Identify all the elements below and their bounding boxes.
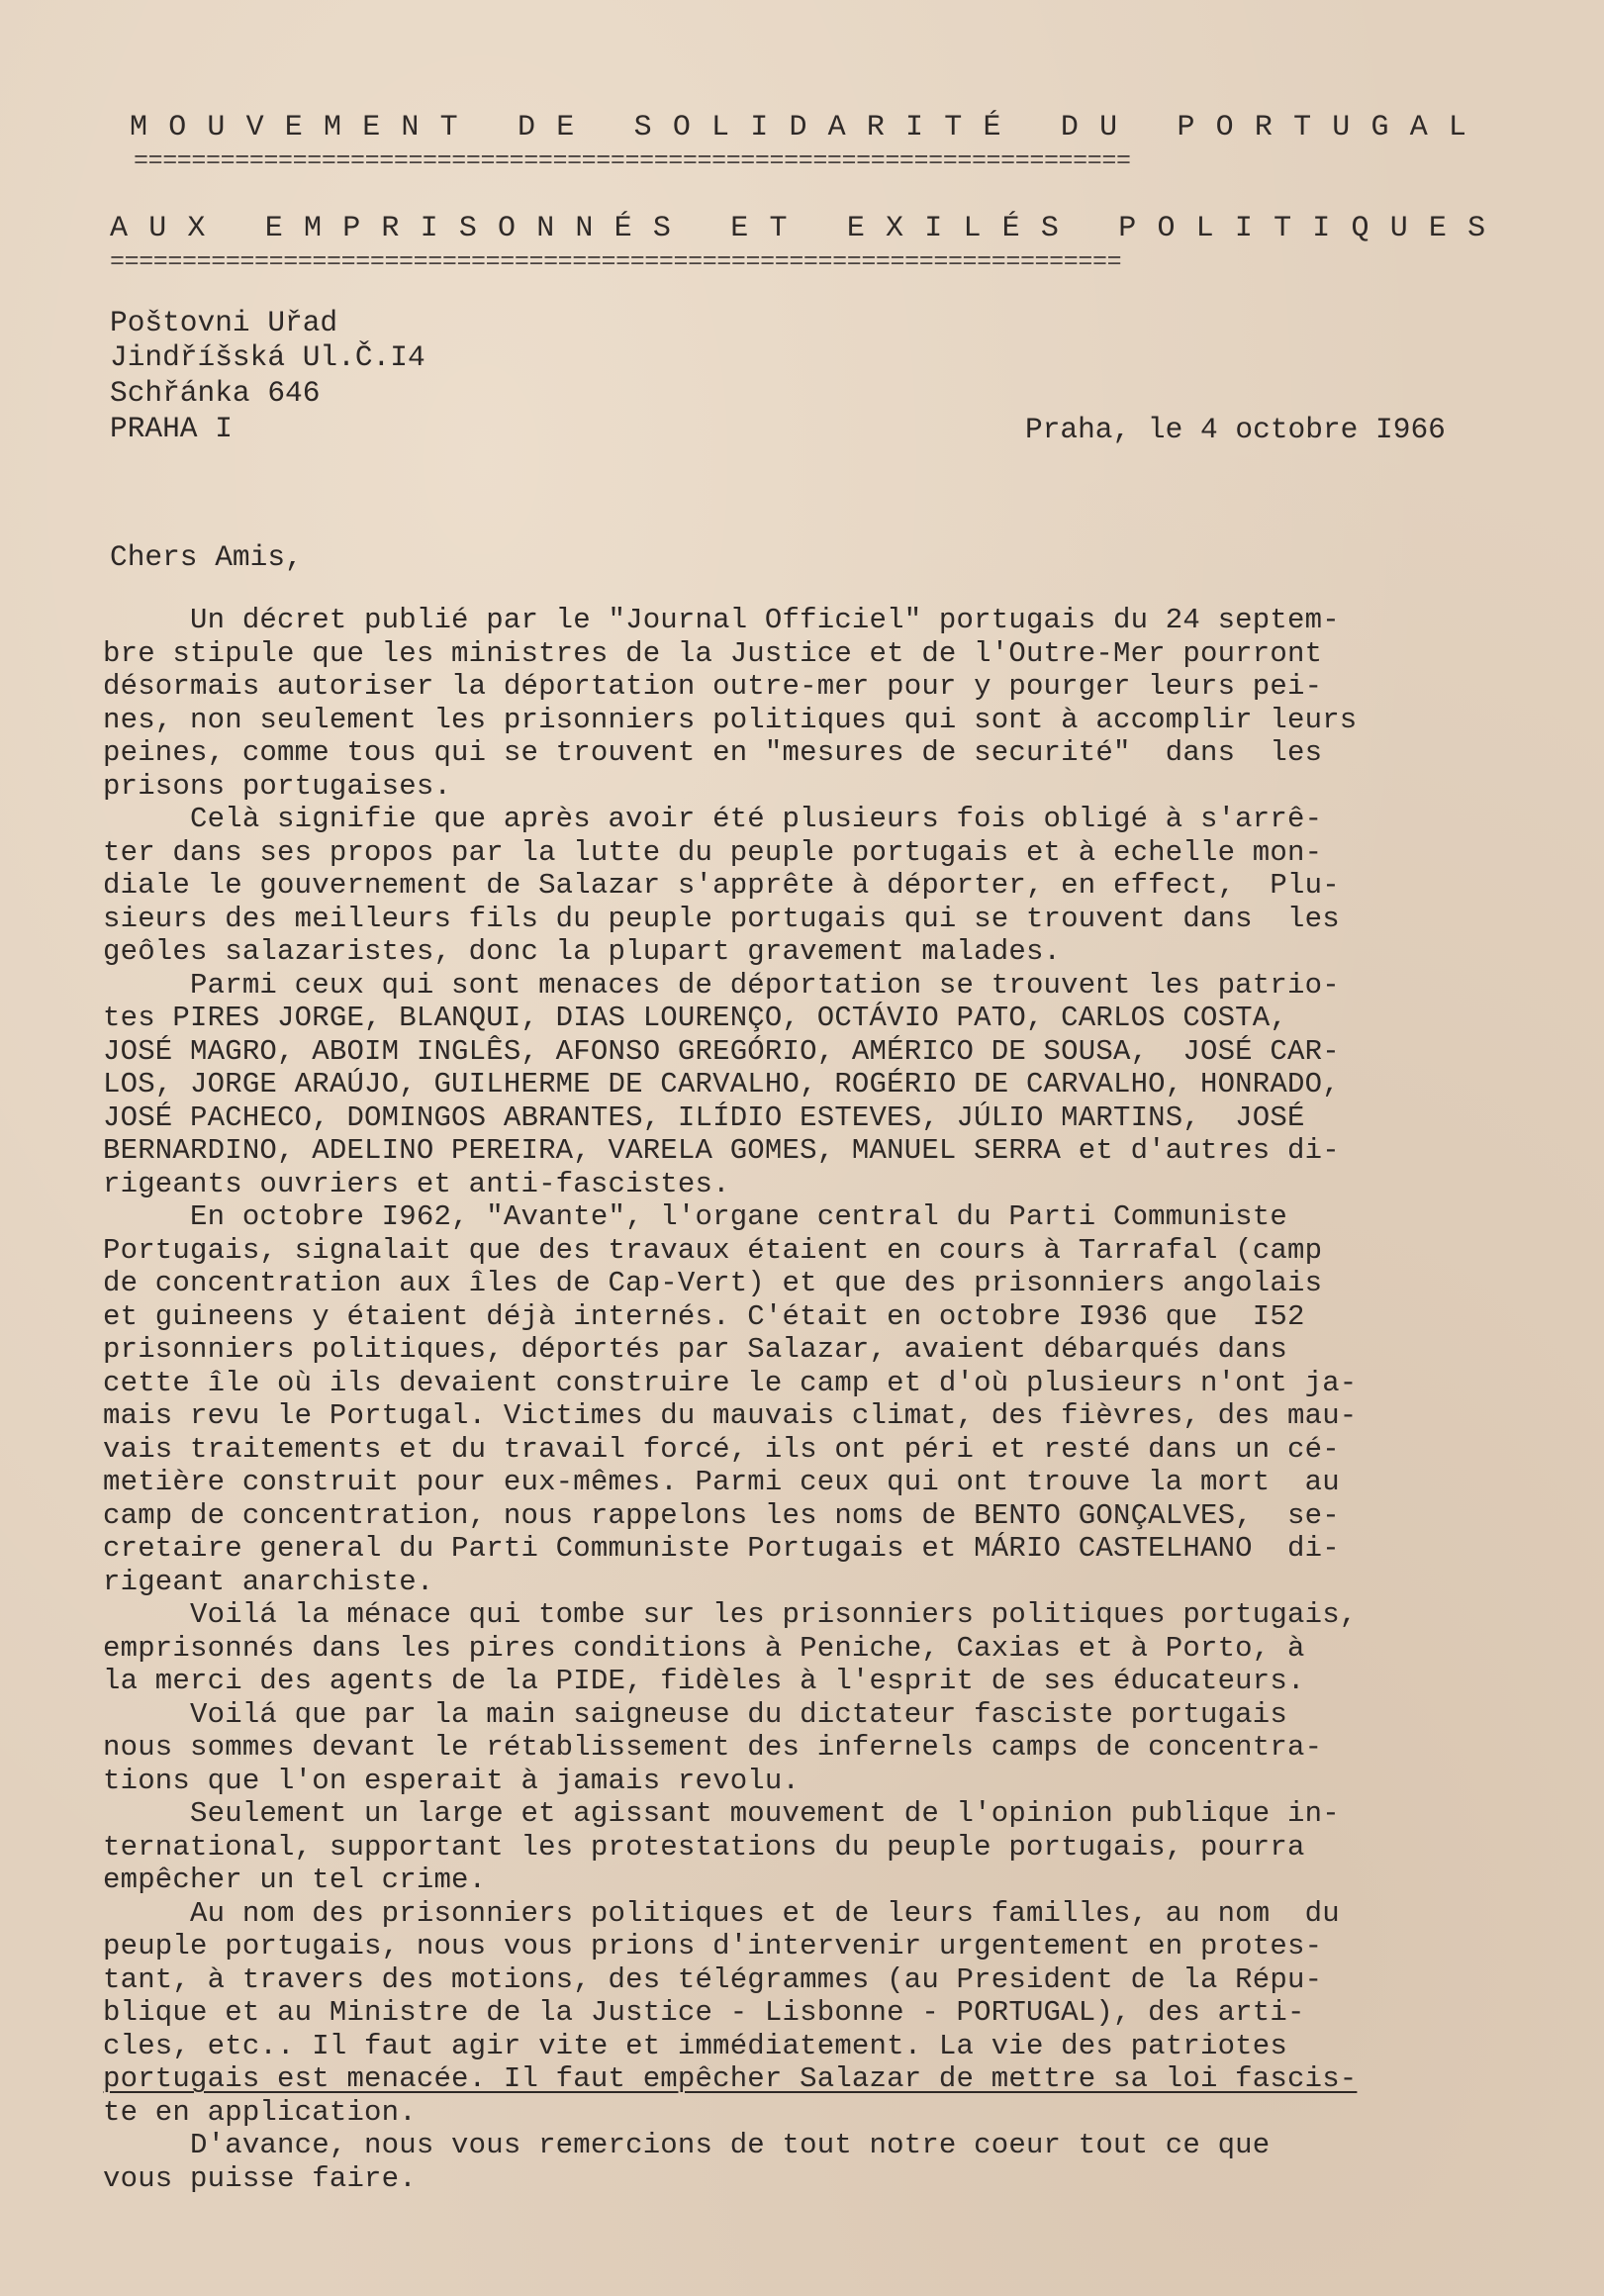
body-line: Portugais, signalait que des travaux étaient en cours à Tarrafal (camp: [103, 1233, 1323, 1267]
body-line: Voilá que par la main saigneuse du dictateur fasciste portugais: [103, 1697, 1287, 1731]
letterhead-rule-2: ======================================================================: [110, 247, 1122, 276]
body-line: JOSÉ MAGRO, ABOIM INGLÊS, AFONSO GREGÓRIO, AMÉRICO DE SOUSA, JOSÉ CAR-: [103, 1034, 1340, 1068]
address-line-3: Schřánka 646: [110, 376, 321, 410]
letter-body: [103, 604, 1508, 2195]
body-line: rigeants ouvriers et anti-fascistes.: [103, 1167, 730, 1200]
body-line-underlined: portugais est menacée. Il faut empêcher Salazar de mettre sa loi fascis-: [103, 2062, 1358, 2095]
body-line: tant, à travers des motions, des télégrammes (au President de la Répu-: [103, 1962, 1323, 1996]
body-line: metière construit pour eux-mêmes. Parmi ceux qui ont trouve la mort au: [103, 1466, 1340, 1498]
body-line: En octobre I962, "Avante", l'organe central du Parti Communiste: [103, 1200, 1287, 1233]
body-line: nous sommes devant le rétablissement des infernels camps de concentra-: [103, 1731, 1323, 1764]
letterhead-rule-1: =====================================================================: [134, 146, 1131, 175]
body-line: Celà signifie que après avoir été plusieurs fois obligé à s'arrê-: [103, 803, 1323, 835]
body-line: la merci des agents de la PIDE, fidèles à l'esprit de ses éducateurs.: [103, 1665, 1305, 1697]
body-line: vous puisse faire.: [103, 2161, 417, 2195]
body-line: cles, etc.. Il faut agir vite et immédiatement. La vie des patriotes: [103, 2029, 1287, 2062]
body-line: Seulement un large et agissant mouvement de l'opinion publique in-: [103, 1797, 1340, 1830]
body-line: JOSÉ PACHECO, DOMINGOS ABRANTES, ILÍDIO ESTEVES, JÚLIO MARTINS, JOSÉ: [103, 1100, 1305, 1134]
body-line: blique et au Ministre de la Justice - Lisbonne - PORTUGAL), des arti-: [103, 1996, 1305, 2029]
letterhead-title-line-1: MOUVEMENT DE SOLIDARITÉ DU PORTUGAL: [130, 111, 1488, 144]
body-line: désormais autoriser la déportation outre-mer pour y pourger leurs pei-: [103, 670, 1323, 703]
body-line: bre stipule que les ministres de la Justice et de l'Outre-Mer pourront: [103, 636, 1323, 670]
body-line: tions que l'on esperait à jamais revolu.: [103, 1764, 801, 1797]
body-line: LOS, JORGE ARAÚJO, GUILHERME DE CARVALHO, ROGÉRIO DE CARVALHO, HONRADO,: [103, 1068, 1340, 1100]
salutation: Chers Amis,: [110, 540, 303, 574]
body-line: mais revu le Portugal. Victimes du mauvais climat, des fièvres, des mau-: [103, 1399, 1358, 1432]
body-line: rigeant anarchiste.: [103, 1565, 434, 1598]
body-line: de concentration aux îles de Cap-Vert) et que des prisonniers angolais: [103, 1267, 1323, 1299]
body-line: prisonniers politiques, déportés par Salazar, avaient débarqués dans: [103, 1333, 1287, 1366]
body-line: Un décret publié par le "Journal Officiel" portugais du 24 septem-: [103, 604, 1340, 636]
body-line: et guineens y étaient déjà internés. C'était en octobre I936 que I52: [103, 1299, 1305, 1333]
body-line: D'avance, nous vous remercions de tout notre coeur tout ce que: [103, 2129, 1271, 2161]
body-line: geôles salazaristes, donc la plupart gravement malades.: [103, 935, 1062, 968]
body-line: nes, non seulement les prisonniers politiques qui sont à accomplir leurs: [103, 703, 1358, 736]
body-line: cretaire general du Parti Communiste Portugais et MÁRIO CASTELHANO di-: [103, 1532, 1340, 1565]
address-line-2: Jindříšská Ul.Č.I4: [110, 340, 425, 374]
body-line: camp de concentration, nous rappelons les noms de BENTO GONÇALVES, se-: [103, 1498, 1340, 1532]
body-line: ter dans ses propos par la lutte du peuple portugais et à echelle mon-: [103, 835, 1323, 869]
body-line: tes PIRES JORGE, BLANQUI, DIAS LOURENÇO, OCTÁVIO PATO, CARLOS COSTA,: [103, 1002, 1287, 1034]
address-line-1: Poštovni Uřad: [110, 306, 338, 339]
body-line: BERNARDINO, ADELINO PEREIRA, VARELA GOMES, MANUEL SERRA et d'autres di-: [103, 1134, 1340, 1167]
body-line: peines, comme tous qui se trouvent en "mesures de securité" dans les: [103, 736, 1323, 769]
body-line: vais traitements et du travail forcé, ils ont péri et resté dans un cé-: [103, 1432, 1340, 1466]
body-line: te en application.: [103, 2095, 417, 2129]
body-line: peuple portugais, nous vous prions d'intervenir urgentement en protes-: [103, 1930, 1323, 1962]
letterhead-title-line-2: AUX EMPRISONNÉS ET EXILÉS POLITIQUES: [110, 212, 1507, 245]
address-line-4: PRAHA I: [110, 412, 233, 445]
body-line: Au nom des prisonniers politiques et de leurs familles, au nom du: [103, 1896, 1340, 1930]
letter-date: Praha, le 4 octobre I966: [1025, 413, 1446, 446]
body-line: Voilá la ménace qui tombe sur les prisonniers politiques portugais,: [103, 1598, 1358, 1631]
body-line: diale le gouvernement de Salazar s'apprête à déporter, en effect, Plu-: [103, 869, 1340, 902]
body-line: cette île où ils devaient construire le camp et d'où plusieurs n'ont ja-: [103, 1366, 1358, 1399]
body-line: prisons portugaises.: [103, 769, 452, 803]
body-line: sieurs des meilleurs fils du peuple portugais qui se trouvent dans les: [103, 902, 1340, 935]
body-line: ternational, supportant les protestations du peuple portugais, pourra: [103, 1830, 1305, 1864]
body-line: emprisonnés dans les pires conditions à Peniche, Caxias et à Porto, à: [103, 1631, 1305, 1665]
body-line: Parmi ceux qui sont menaces de déportation se trouvent les patrio-: [103, 968, 1340, 1002]
body-line: empêcher un tel crime.: [103, 1864, 487, 1896]
